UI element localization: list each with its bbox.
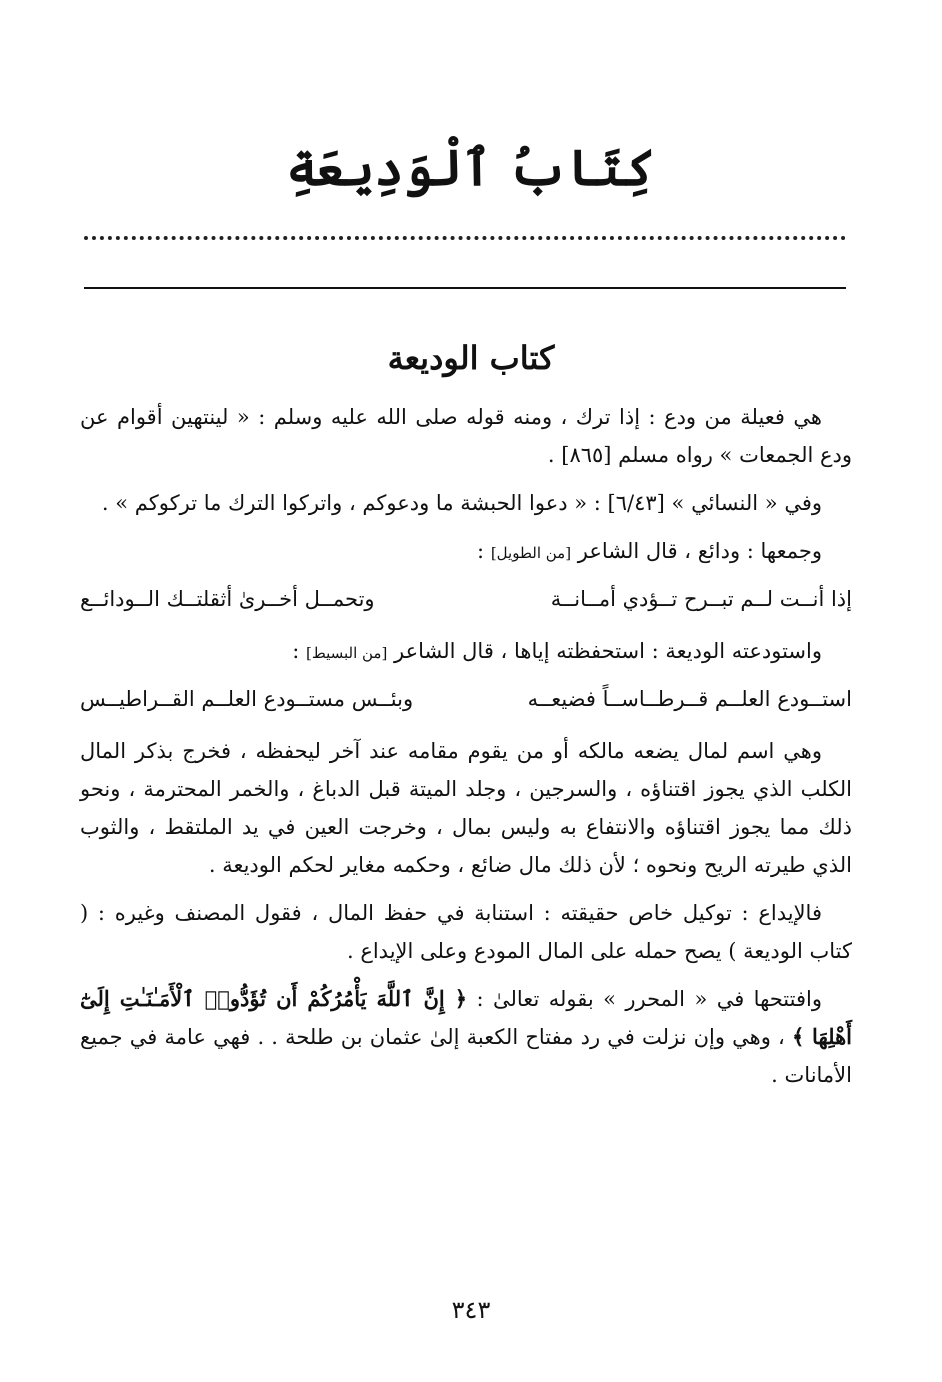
paragraph-definition: هي فعيلة من ودع : إذا ترك ، ومنه قوله صلى الله عليه وسلم : « لينتهين أقوام عن ودع الجمعات » رواه مسلم [٨٦٥] . [80, 405, 852, 467]
verse-1-first-hemistich: إذا أنــت لــم تبــرح تــؤدي أمــانــة [550, 587, 852, 611]
body-text [80, 398, 852, 1104]
paragraph-plural-text: وجمعها : ودائع ، قال الشاعر [577, 539, 822, 563]
verse-2-first-hemistich: استــودع العلــم قــرطــاســاً فضيعــه [527, 687, 852, 711]
poetry-verse-2 [80, 680, 852, 718]
chapter-title: كِتَابُ ٱلْوَدِيعَةِ [286, 138, 656, 197]
paragraph-legal-definition: وهي اسم لمال يضعه مالكه أو من يقوم مقامه عند آخر ليحفظه ، فخرج بذكر المال الكلب الذي يجوز اقتناؤه ، والسرجين ، وجلد الميتة قبل الدباغ ، والخمر المحترمة ، ونحو ذلك مما يجوز اقتناؤه والانتفاع به وليس بمال ، وخرجت العين في يد الملتقط ، والثوب الذي طيرته الريح ونحوه ؛ لأن ذلك مال ضائع ، وحكمه مغاير لحكم الوديعة . [80, 739, 852, 877]
paragraph-istawda-text: واستودعته الوديعة : استحفظته إياها ، قال الشاعر [394, 639, 822, 663]
paragraph-idaa: فالإيداع : توكيل خاص حقيقته : استنابة في حفظ المال ، فقول المصنف وغيره : ( كتاب الوديعة ) يصح حمله على المال المودع وعلى الإيداع . [80, 901, 852, 963]
verse-2-second-hemistich: وبئــس مستــودع العلــم القــراطيــس [80, 687, 414, 711]
verse-1-second-hemistich: وتحمــل أخــرىٰ أثقلتــك الــودائــع [80, 587, 375, 611]
poetry-verse-1 [80, 580, 852, 618]
section-title: كتاب الوديعة [387, 339, 555, 377]
dotted-divider [84, 236, 846, 240]
page-number: ٣٤٣ [451, 1296, 491, 1324]
meter-label: [من الطويل] [490, 544, 572, 562]
solid-divider [84, 287, 846, 289]
paragraph-plural-end: : [477, 539, 491, 563]
paragraph-nasai: وفي « النسائي » [٦/٤٣] : « دعوا الحبشة ما ودعوكم ، واتركوا الترك ما تركوكم » . [101, 491, 822, 515]
quran-verse: ﴿ إِنَّ ٱللَّهَ يَأْمُرُكُمْ أَن تُؤَدُّوا۟ ٱلْأَمَـٰنَـٰتِ إِلَىٰٓ أَهْلِهَا ﴾ [80, 986, 852, 1049]
paragraph-muharrar-start: وافتتحها في « المحرر » بقوله تعالىٰ : [467, 987, 822, 1011]
paragraph-muharrar-end: ، وهي وإن نزلت في رد مفتاح الكعبة إلىٰ عثمان بن طلحة . . فهي عامة في جميع الأمانات . [80, 1025, 852, 1087]
paragraph-plural [80, 532, 852, 572]
paragraph-muharrar [80, 980, 852, 1094]
paragraph-istawda [80, 632, 852, 672]
meter-label: [من البسيط] [305, 644, 388, 662]
paragraph-istawda-end: : [292, 639, 306, 663]
